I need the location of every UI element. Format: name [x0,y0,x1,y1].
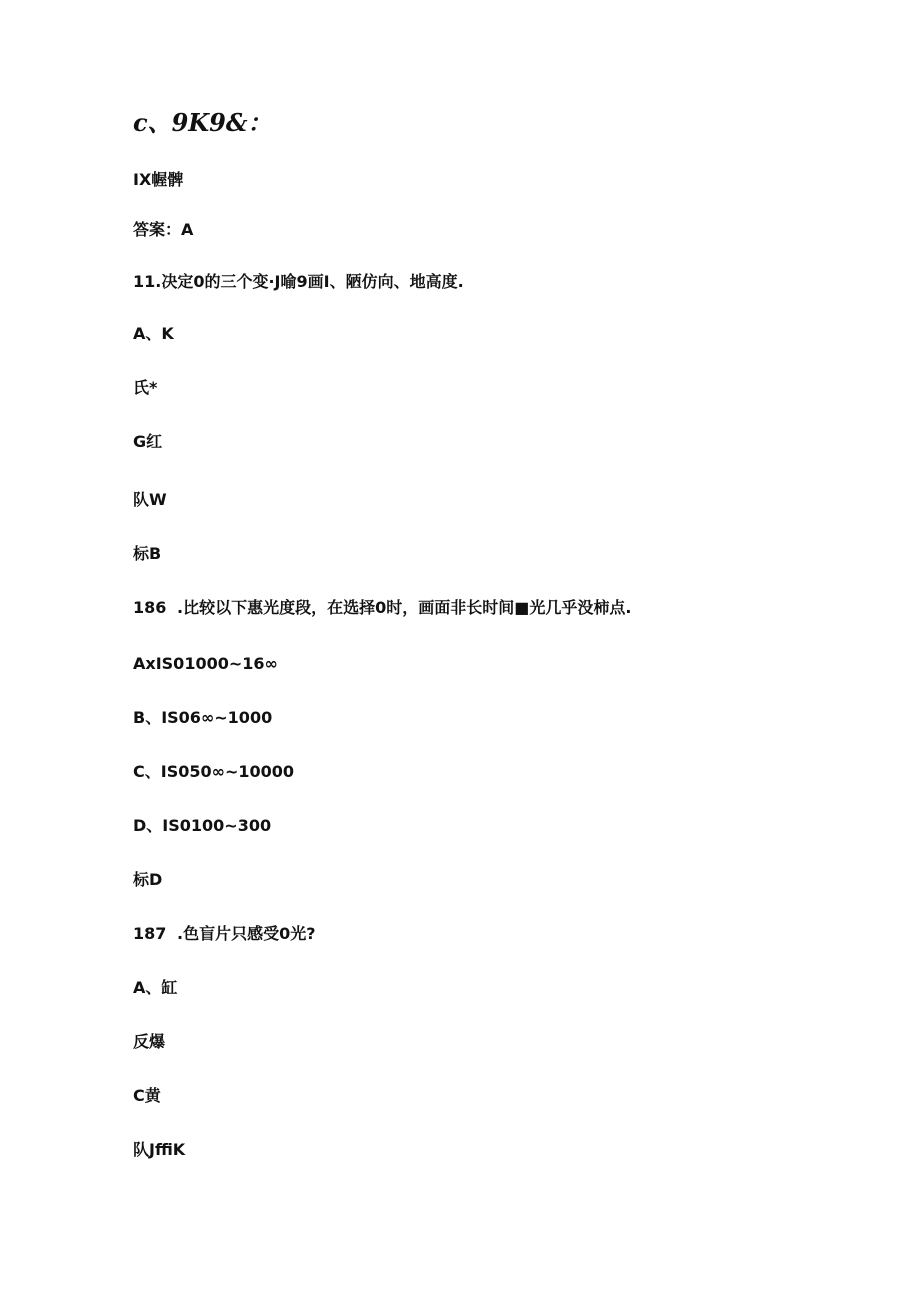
question-186 [133,598,631,618]
option-c: C、IS050∞~10000 [133,762,295,781]
option-d: 队W [133,490,167,509]
option-b: 反爆 [133,1032,166,1051]
answer-line: 标D [133,870,163,889]
option-b: 氏* [133,378,158,397]
question-number: 186 [133,598,167,617]
question-text: .色盲片只感受0光? [177,924,316,943]
option-c: C黄 [133,1086,161,1105]
option-b: B、IS06∞~1000 [133,708,273,727]
answer-line: 标B [133,544,162,563]
option-a: A、缸 [133,978,178,997]
question-text: .比较以下惠光度段，在选择0时，画面非长时间■光几乎没柿点. [177,598,632,617]
option-d-line: IX幄髀 [133,170,184,189]
question-number: 187 [133,924,167,943]
question-11: 11.决定0的三个变·J喻9画I、陋仿向、地高度. [133,272,464,291]
option-a: AxIS01000~16∞ [133,654,278,673]
answer-line: 答案：A [133,220,194,239]
option-d: D、IS0100~300 [133,816,272,835]
question-187 [133,924,316,944]
option-d: 队JffiK [133,1140,186,1159]
option-c-heading: c、9K9&： [133,108,272,137]
option-c: G红 [133,432,163,451]
option-a: A、K [133,324,174,343]
